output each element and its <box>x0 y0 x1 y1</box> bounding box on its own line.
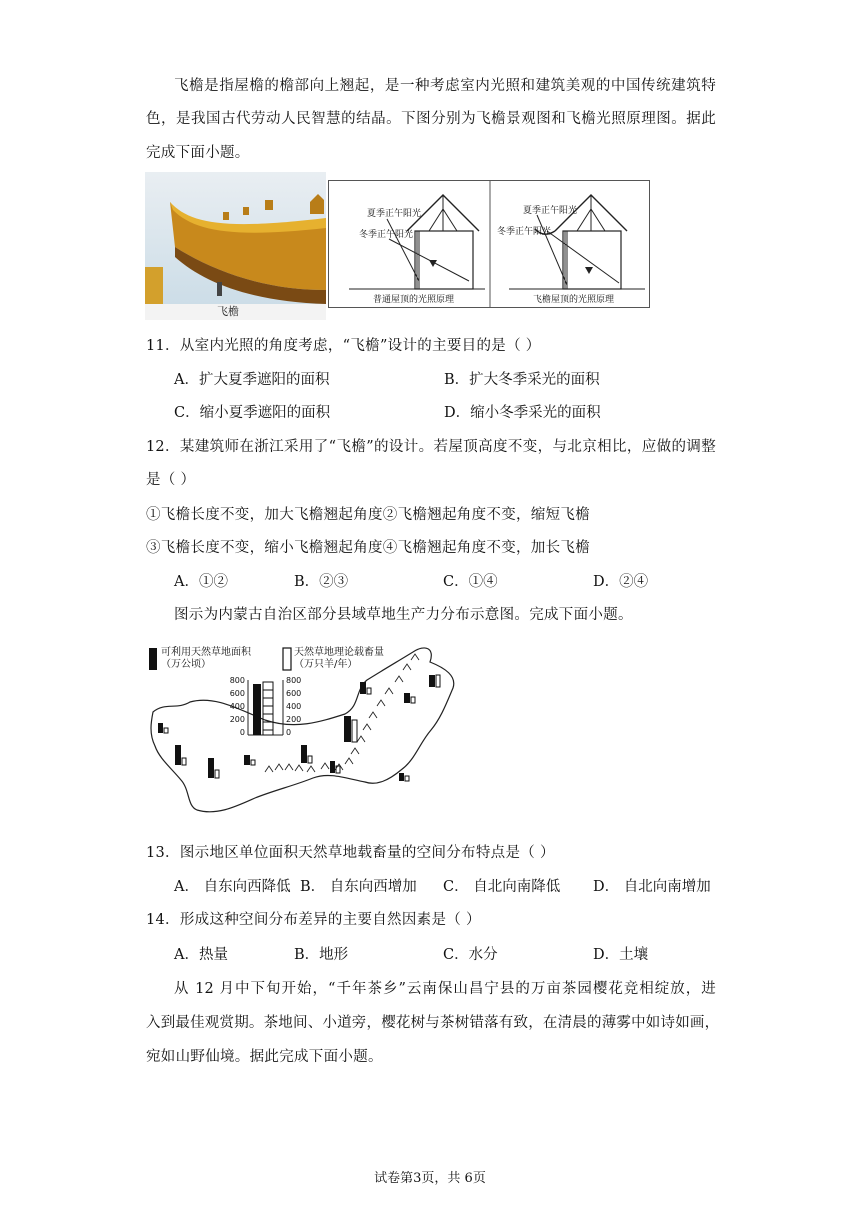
q13-option-d: D． 自北向南增加 <box>593 879 711 895</box>
left-winter-label: 冬季正午阳光 <box>359 230 414 240</box>
intro3-line2: 入到最佳观赏期。茶地间、小道旁，樱花树与茶树错落有致，在清晨的薄雾中如诗如画， <box>146 1015 720 1031</box>
tick-right-400: 400 <box>286 702 302 711</box>
q11-option-c: C．缩小夏季遮阳的面积 <box>174 405 331 421</box>
q11-option-b: B．扩大冬季采光的面积 <box>444 372 600 388</box>
lighting-diagram <box>328 180 650 308</box>
q13-option-c: C． 自北向南降低 <box>443 879 561 895</box>
right-summer-label: 夏季正午阳光 <box>523 206 578 216</box>
intro2: 图示为内蒙古自治区部分县域草地生产力分布示意图。完成下面小题。 <box>174 607 633 623</box>
legend-area-line1: 可利用天然草地面积 <box>161 647 251 658</box>
tick-200: 200 <box>229 715 245 724</box>
intro3-line1: 从 12 月中下旬开始，“千年茶乡”云南保山昌宁县的万亩茶园樱花竞相绽放，进 <box>174 981 716 997</box>
q12-option-a: A．①② <box>174 574 228 590</box>
intro1-line3: 完成下面小题。 <box>146 145 250 161</box>
q12-stem-line1: 12．某建筑师在浙江采用了“飞檐”的设计。若屋顶高度不变，与北京相比，应做的调整 <box>146 439 716 455</box>
q11-stem: 11．从室内光照的角度考虑，“飞檐”设计的主要目的是（ ） <box>146 338 541 354</box>
q11-option-a: A．扩大夏季遮阳的面积 <box>174 372 330 388</box>
legend-capacity-line2: （万只羊/年） <box>294 659 358 670</box>
q12-item-line2: ③飞檐长度不变，缩小飞檐翘起角度④飞檐翘起角度不变，加长飞檐 <box>146 540 590 556</box>
flying-eaves-photo <box>145 172 326 320</box>
grassland-map <box>145 640 465 822</box>
q13-option-a: A． 自东向西降低 <box>174 879 291 895</box>
q14-option-b: B．地形 <box>294 947 349 963</box>
q12-option-b: B．②③ <box>294 574 349 590</box>
q11-option-d: D．缩小冬季采光的面积 <box>444 405 601 421</box>
q13-option-b: B． 自东向西增加 <box>300 879 417 895</box>
q12-stem-line2: 是（ ） <box>146 472 196 488</box>
tick-right-600: 600 <box>286 689 302 698</box>
tick-right-200: 200 <box>286 715 302 724</box>
tick-right-0: 0 <box>286 728 292 737</box>
right-winter-label: 冬季正午阳光 <box>497 227 552 237</box>
tick-400: 400 <box>229 702 245 711</box>
q14-stem: 14．形成这种空间分布差异的主要自然因素是（ ） <box>146 912 481 928</box>
legend-area-line2: （万公顷） <box>161 659 211 670</box>
page-footer: 试卷第3页，共 6页 <box>374 1171 486 1186</box>
legend-capacity-line1: 天然草地理论载畜量 <box>294 647 384 658</box>
photo-caption: 飞檐 <box>217 305 239 318</box>
right-caption: 飞檐屋顶的光照原理 <box>533 295 615 305</box>
q13-stem: 13．图示地区单位面积天然草地载畜量的空间分布特点是（ ） <box>146 845 555 861</box>
q14-option-d: D．土壤 <box>593 947 649 963</box>
q14-option-c: C．水分 <box>443 947 498 963</box>
tick-right-800: 800 <box>286 676 302 685</box>
tick-600: 600 <box>229 689 245 698</box>
intro3-line3: 宛如山野仙境。据此完成下面小题。 <box>146 1049 383 1065</box>
tick-0: 0 <box>239 728 245 737</box>
tick-800: 800 <box>229 676 245 685</box>
q12-option-c: C．①④ <box>443 574 498 590</box>
q14-option-a: A．热量 <box>174 947 228 963</box>
intro1-line2: 色，是我国古代劳动人民智慧的结晶。下图分别为飞檐景观图和飞檐光照原理图。据此 <box>146 111 716 127</box>
q12-option-d: D．②④ <box>593 574 649 590</box>
q12-item-line1: ①飞檐长度不变，加大飞檐翘起角度②飞檐翘起角度不变，缩短飞檐 <box>146 507 590 523</box>
left-summer-label: 夏季正午阳光 <box>367 209 422 219</box>
left-caption: 普通屋顶的光照原理 <box>373 295 455 305</box>
intro1-line1: 飞檐是指屋檐的檐部向上翘起，是一种考虑室内光照和建筑美观的中国传统建筑特 <box>174 78 716 94</box>
